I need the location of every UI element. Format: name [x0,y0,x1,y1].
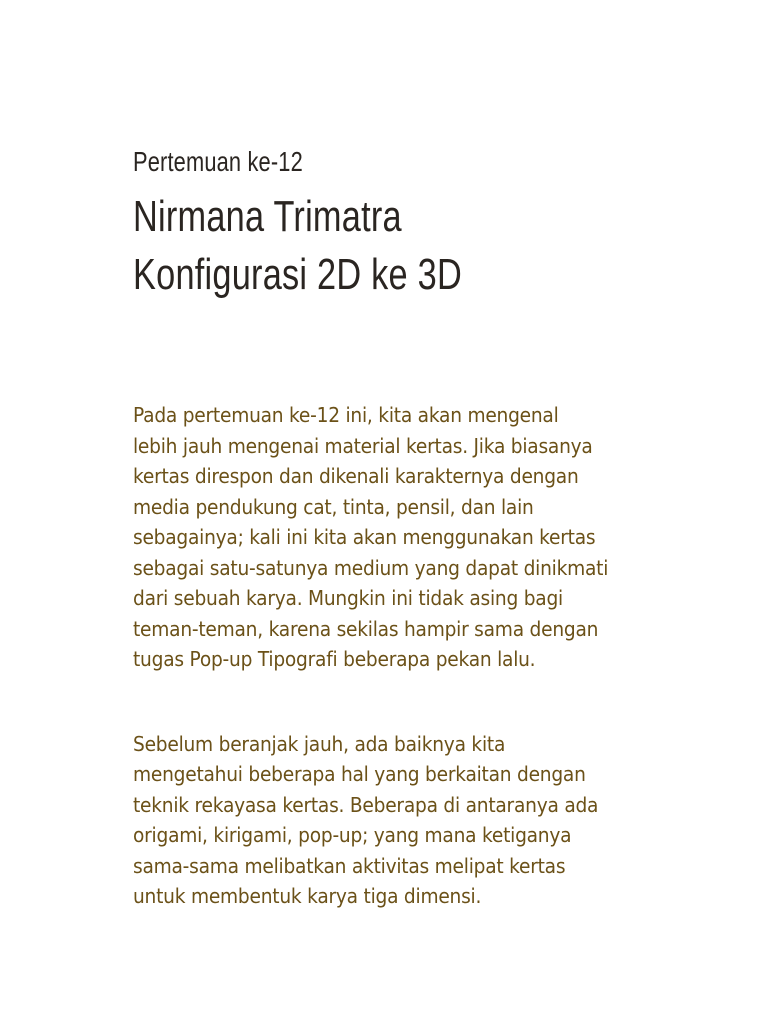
title-line: Konfigurasi 2D ke 3D [133,250,462,299]
paragraph-line: media pendukung cat, tinta, pensil, dan lain [133,494,534,519]
paragraph-2 [133,729,654,912]
header [133,144,693,304]
paragraph-line: untuk membentuk karya tiga dimensi. [133,884,482,908]
paragraph-line: sama-sama melibatkan aktivitas melipat kertas [133,853,566,878]
paragraph-line: sebagainya; kali ini kita akan menggunakan kertas [133,525,596,549]
paragraph-line: tugas Pop-up Tipografi beberapa pekan lalu. [133,647,536,671]
paragraph-line: dari sebuah karya. Mungkin ini tidak asing bagi [133,586,563,610]
paragraph-line: teknik rekayasa kertas. Beberapa di antaranya ada [133,792,599,817]
title-line: Nirmana Trimatra [133,192,402,241]
paragraph-line: Pada pertemuan ke-12 ini, kita akan mengenal [133,403,559,427]
paragraph-line: teman-teman, karena sekilas hampir sama dengan [133,616,599,641]
paragraph-line: origami, kirigami, pop-up; yang mana ketiganya [133,823,572,847]
body-text [133,400,693,912]
paragraph-line: Sebelum beranjak jauh, ada baiknya kita [133,731,506,756]
meeting-subtitle: Pertemuan ke-12 [133,146,303,177]
paragraph-line: lebih jauh mengenai material kertas. Jika biasanya [133,433,593,458]
page-title [133,188,570,304]
paragraph-line: sebagai satu-satunya medium yang dapat dinikmati [133,555,609,580]
paragraph-1 [133,400,654,675]
paragraph-line: kertas direspon dan dikenali karakternya dengan [133,464,579,488]
paragraph-line: mengetahui beberapa hal yang berkaitan dengan [133,762,586,786]
